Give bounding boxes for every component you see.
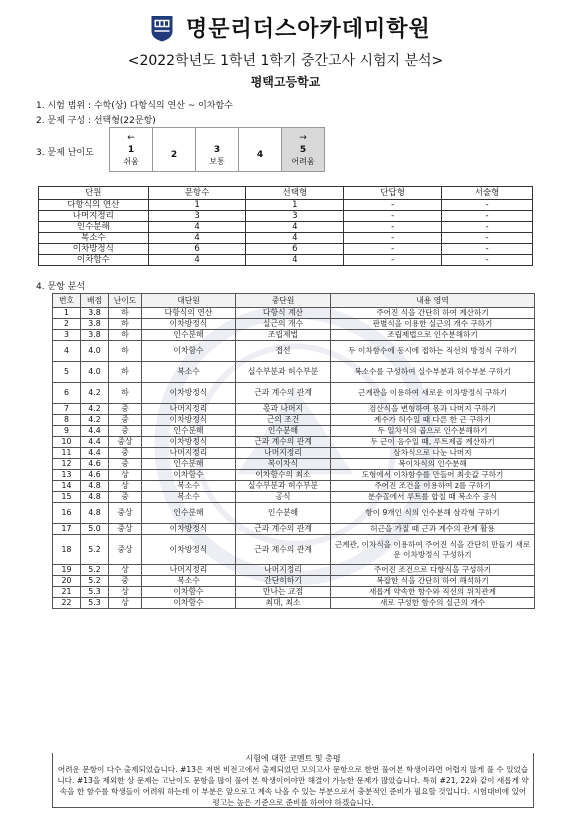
analysis-cell: 복소수 <box>142 362 236 383</box>
analysis-cell: 주어진 조건으로 다항식을 구성하기 <box>331 565 535 576</box>
table-row <box>53 598 535 609</box>
analysis-cell: 중 <box>109 459 142 470</box>
analysis-cell: 상 <box>109 587 142 598</box>
analysis-cell: 5 <box>53 362 81 383</box>
analysis-cell: 4.8 <box>81 503 109 524</box>
table-row <box>53 404 535 415</box>
summary-header: 단답형 <box>344 187 442 200</box>
summary-row <box>39 222 533 233</box>
analysis-cell: 9 <box>53 426 81 437</box>
analysis-cell: 5.2 <box>81 535 109 565</box>
analysis-cell: 이차방정식 <box>142 415 236 426</box>
table-row <box>53 437 535 448</box>
analysis-cell: 5.2 <box>81 565 109 576</box>
analysis-cell: 실수부분과 허수부분 <box>236 481 331 492</box>
analysis-cell: 4.6 <box>81 470 109 481</box>
analysis-cell: 1 <box>53 308 81 319</box>
difficulty-text: 어려움 <box>291 156 315 166</box>
summary-cell: 4 <box>148 222 246 233</box>
analysis-cell: 조립제법 <box>236 330 331 341</box>
analysis-cell: 중상 <box>109 437 142 448</box>
summary-cell: 이차방정식 <box>39 244 149 255</box>
summary-cell: 이차함수 <box>39 255 149 266</box>
analysis-cell: 중 <box>109 492 142 503</box>
comment-body: 어려운 문항이 다수 출제되었습니다. #13은 저번 비전고에서 출제되었던 모의고사 문항으로 한번 풀어본 학생이라면 어렵지 않게 풀 수 있었습니다. #13을 제외한 상 문제는 고난이도 문항을 많이 풀어 본 학생이어야만 해결이 가능한 문제가 많았습니다. 특히 #21, 22와 같이 새롭게 약속을 한 함수를 학생들이 어려워 하는데 이 부분은 앞으로고 계속 나올 수 있는 부분으로서 충분적인 준비가 필요할 것입니다. 시험대비에 있어 평고는 높은 기준으로 준비를 하여야 하겠습니다. <box>57 765 529 807</box>
analysis-cell: 중 <box>109 404 142 415</box>
analysis-cell: 중상 <box>109 503 142 524</box>
summary-cell: 다항식의 연산 <box>39 200 149 211</box>
analysis-cell: 근과 계수의 관계 <box>236 524 331 535</box>
table-row <box>53 565 535 576</box>
analysis-cell: 12 <box>53 459 81 470</box>
analysis-cell: 2 <box>53 319 81 330</box>
analysis-cell: 도형에서 이차함수를 만들어 최솟값 구하기 <box>331 470 535 481</box>
analysis-cell: 조립제법으로 인수분해하기 <box>331 330 535 341</box>
summary-row <box>39 211 533 222</box>
analysis-cell: 복소수 <box>142 481 236 492</box>
analysis-cell: 주어진 식을 간단히 하여 계산하기 <box>331 308 535 319</box>
analysis-cell: 3 <box>53 330 81 341</box>
analysis-cell: 공식 <box>236 492 331 503</box>
difficulty-level-3 <box>196 128 239 172</box>
analysis-cell: 이차함수의 최소 <box>236 470 331 481</box>
analysis-cell: 분수꼴에서 루트를 합칠 때 복소수 공식 <box>331 492 535 503</box>
analysis-cell: 하 <box>109 341 142 362</box>
analysis-cell: 중상 <box>109 524 142 535</box>
difficulty-scale <box>109 127 325 172</box>
summary-cell: - <box>344 200 442 211</box>
analysis-cell: 최대, 최소 <box>236 598 331 609</box>
analysis-cell: 4.2 <box>81 404 109 415</box>
analysis-cell: 새로 구성한 함수의 실근의 개수 <box>331 598 535 609</box>
summary-cell: 1 <box>246 200 344 211</box>
analysis-cell: 3.8 <box>81 308 109 319</box>
comment-box <box>52 753 534 808</box>
summary-cell: - <box>442 200 533 211</box>
analysis-cell: 중상 <box>109 535 142 565</box>
analysis-cell: 복소수 <box>142 492 236 503</box>
analysis-cell: 인수분해 <box>142 503 236 524</box>
analysis-cell: 16 <box>53 503 81 524</box>
summary-header: 선택형 <box>246 187 344 200</box>
analysis-cell: 복잡한 식을 간단히 하여 해석하기 <box>331 576 535 587</box>
analysis-cell: 두 이차함수에 동시에 접하는 직선의 방정식 구하기 <box>331 341 535 362</box>
analysis-cell: 6 <box>53 383 81 404</box>
analysis-cell: 복이차식 <box>236 459 331 470</box>
table-row <box>53 415 535 426</box>
summary-cell: 6 <box>148 244 246 255</box>
analysis-cell: 중 <box>109 426 142 437</box>
academy-name: 명문리더스아카데미학원 <box>186 17 431 42</box>
table-row <box>53 341 535 362</box>
analysis-cell: 4.2 <box>81 415 109 426</box>
difficulty-level-1 <box>110 128 153 172</box>
analysis-cell: 4.0 <box>81 341 109 362</box>
analysis-cell: 상 <box>109 598 142 609</box>
summary-header-row <box>39 187 533 200</box>
analysis-cell: 실근의 개수 <box>236 319 331 330</box>
section-title-analysis: 4. 문항 분석 <box>36 282 86 292</box>
analysis-cell: 하 <box>109 383 142 404</box>
difficulty-level-2 <box>153 128 196 172</box>
analysis-cell: 이차방정식 <box>142 437 236 448</box>
analysis-cell: 5.0 <box>81 524 109 535</box>
analysis-cell: 나머지정리 <box>236 448 331 459</box>
analysis-cell: 나머지정리 <box>142 448 236 459</box>
analysis-cell: 상 <box>109 481 142 492</box>
table-row <box>53 503 535 524</box>
unit-summary-table <box>38 186 533 266</box>
analysis-cell: 이차함수 <box>142 587 236 598</box>
analysis-cell: 두 근이 음수일 때, 루트제곱 계산하기 <box>331 437 535 448</box>
analysis-cell: 새롭게 약속한 함수와 직선의 위치관계 <box>331 587 535 598</box>
table-row <box>53 587 535 598</box>
summary-cell: - <box>442 211 533 222</box>
analysis-cell: 계수가 허수일 때 다른 한 근 구하기 <box>331 415 535 426</box>
summary-cell: 3 <box>246 211 344 222</box>
summary-header: 문항수 <box>148 187 246 200</box>
analysis-cell: 근과 계수의 관계 <box>236 383 331 404</box>
analysis-cell: 4.2 <box>81 383 109 404</box>
analysis-cell: 19 <box>53 565 81 576</box>
analysis-header: 중단원 <box>236 294 331 308</box>
summary-row <box>39 200 533 211</box>
analysis-cell: 항이 9개인 식의 인수분해 삼각형 구하기 <box>331 503 535 524</box>
analysis-cell: 5.3 <box>81 598 109 609</box>
table-row <box>53 308 535 319</box>
summary-cell: - <box>442 233 533 244</box>
analysis-cell: 이차함수 <box>142 341 236 362</box>
analysis-cell: 17 <box>53 524 81 535</box>
summary-cell: 3 <box>148 211 246 222</box>
analysis-cell: 중 <box>109 415 142 426</box>
analysis-header-row <box>53 294 535 308</box>
table-row <box>53 426 535 437</box>
analysis-cell: 주어진 조건을 이용하여 z를 구하기 <box>331 481 535 492</box>
summary-row <box>39 255 533 266</box>
difficulty-level-5 <box>282 128 325 172</box>
table-row <box>53 330 535 341</box>
difficulty-text: 쉬움 <box>123 156 139 166</box>
analysis-cell: 이차함수 <box>142 470 236 481</box>
analysis-cell: 이차방정식 <box>142 524 236 535</box>
summary-cell: 4 <box>148 255 246 266</box>
difficulty-text: 보통 <box>209 156 225 166</box>
exam-scope: 1. 시험 범위 : 수학(상) 다항식의 연산 ~ 이차함수 <box>36 101 233 111</box>
analysis-header: 내용 영역 <box>331 294 535 308</box>
analysis-cell: 검산식을 변형하여 몫과 나머지 구하기 <box>331 404 535 415</box>
table-row <box>53 524 535 535</box>
table-row <box>53 535 535 565</box>
analysis-cell: 근계관, 이차식을 이용하여 주어진 식을 간단히 만들기 새로운 이차방정식 구성하기 <box>331 535 535 565</box>
summary-cell: - <box>344 211 442 222</box>
summary-cell: 4 <box>246 233 344 244</box>
analysis-cell: 인수분해 <box>236 426 331 437</box>
analysis-cell: 13 <box>53 470 81 481</box>
analysis-cell: 복소수 <box>142 576 236 587</box>
arrow-left-icon: ← <box>127 132 135 143</box>
analysis-cell: 인수분해 <box>142 330 236 341</box>
analysis-cell: 두 일차식의 곱으로 인수분해하기 <box>331 426 535 437</box>
analysis-cell: 복이차식의 인수분해 <box>331 459 535 470</box>
analysis-cell: 몫과 나머지 <box>236 404 331 415</box>
difficulty-num: 5 <box>299 144 307 155</box>
analysis-cell: 중 <box>109 448 142 459</box>
analysis-header: 번호 <box>53 294 81 308</box>
analysis-cell: 14 <box>53 481 81 492</box>
analysis-cell: 허근을 가질 때 근과 계수의 관계 활용 <box>331 524 535 535</box>
analysis-cell: 하 <box>109 330 142 341</box>
table-row <box>53 481 535 492</box>
analysis-cell: 5.2 <box>81 576 109 587</box>
summary-cell: 1 <box>148 200 246 211</box>
analysis-cell: 상 <box>109 470 142 481</box>
question-analysis-table <box>52 293 535 609</box>
analysis-cell: 4 <box>53 341 81 362</box>
analysis-cell: 4.8 <box>81 492 109 503</box>
analysis-cell: 7 <box>53 404 81 415</box>
analysis-cell: 8 <box>53 415 81 426</box>
analysis-cell: 4.4 <box>81 437 109 448</box>
analysis-cell: 중 <box>109 576 142 587</box>
summary-cell: - <box>344 222 442 233</box>
table-row <box>53 448 535 459</box>
analysis-cell: 나머지정리 <box>142 404 236 415</box>
difficulty-num: 3 <box>213 144 221 155</box>
difficulty-level-4 <box>239 128 282 172</box>
analysis-header: 난이도 <box>109 294 142 308</box>
arrow-right-icon: → <box>299 132 307 143</box>
summary-cell: - <box>344 255 442 266</box>
analysis-cell: 15 <box>53 492 81 503</box>
analysis-cell: 다항식 계산 <box>236 308 331 319</box>
analysis-cell: 4.8 <box>81 481 109 492</box>
analysis-cell: 3.8 <box>81 319 109 330</box>
summary-header: 단원 <box>39 187 149 200</box>
analysis-cell: 판별식을 이용한 실근의 개수 구하기 <box>331 319 535 330</box>
table-row <box>53 362 535 383</box>
comment-title: 시험에 대한 코멘트 및 총평 <box>245 754 341 763</box>
analysis-cell: 20 <box>53 576 81 587</box>
analysis-cell: 하 <box>109 308 142 319</box>
analysis-cell: 다항식의 연산 <box>142 308 236 319</box>
analysis-cell: 4.0 <box>81 362 109 383</box>
table-row <box>53 319 535 330</box>
summary-row <box>39 244 533 255</box>
analysis-cell: 4.6 <box>81 459 109 470</box>
table-row <box>53 492 535 503</box>
analysis-cell: 나머지정리 <box>236 565 331 576</box>
analysis-cell: 10 <box>53 437 81 448</box>
summary-cell: - <box>344 244 442 255</box>
analysis-cell: 간단히하기 <box>236 576 331 587</box>
difficulty-num: 4 <box>256 149 264 160</box>
analysis-header: 배점 <box>81 294 109 308</box>
summary-cell: 복소수 <box>39 233 149 244</box>
table-row <box>53 470 535 481</box>
summary-cell: 4 <box>246 255 344 266</box>
summary-cell: 4 <box>246 222 344 233</box>
summary-header: 서술형 <box>442 187 533 200</box>
difficulty-num: 1 <box>127 144 135 155</box>
analysis-cell: 나머지정리 <box>142 565 236 576</box>
analysis-cell: 인수분해 <box>236 503 331 524</box>
analysis-cell: 근과 계수의 관계 <box>236 437 331 448</box>
analysis-header: 대단원 <box>142 294 236 308</box>
analysis-cell: 인수분해 <box>142 459 236 470</box>
analysis-cell: 11 <box>53 448 81 459</box>
analysis-cell: 접선 <box>236 341 331 362</box>
summary-row <box>39 233 533 244</box>
summary-cell: - <box>442 222 533 233</box>
analysis-cell: 복소수를 구성하여 실수부분과 허수부분 구하기 <box>331 362 535 383</box>
analysis-cell: 근계관을 이용하여 새로운 이차방정식 구하기 <box>331 383 535 404</box>
academy-logo-icon <box>147 13 177 43</box>
summary-cell: 4 <box>148 233 246 244</box>
analysis-cell: 근과 계수의 관계 <box>236 535 331 565</box>
analysis-cell: 인수분해 <box>142 426 236 437</box>
analysis-cell: 3.8 <box>81 330 109 341</box>
analysis-cell: 하 <box>109 362 142 383</box>
summary-cell: - <box>344 233 442 244</box>
table-row <box>53 383 535 404</box>
question-format: 2. 문제 구성 : 선택형(22문항) <box>36 116 156 126</box>
analysis-cell: 21 <box>53 587 81 598</box>
analysis-cell: 상 <box>109 565 142 576</box>
table-row <box>53 459 535 470</box>
table-row <box>53 576 535 587</box>
analysis-cell: 22 <box>53 598 81 609</box>
analysis-cell: 4.4 <box>81 448 109 459</box>
analysis-cell: 이차방정식 <box>142 535 236 565</box>
analysis-cell: 삼차식으로 나눈 나머지 <box>331 448 535 459</box>
analysis-cell: 5.3 <box>81 587 109 598</box>
analysis-cell: 이차방정식 <box>142 383 236 404</box>
school-name: 평택고등학교 <box>250 75 321 89</box>
summary-cell: - <box>442 255 533 266</box>
analysis-cell: 이차함수 <box>142 598 236 609</box>
summary-cell: 인수분해 <box>39 222 149 233</box>
summary-cell: 나머지정리 <box>39 211 149 222</box>
difficulty-num: 2 <box>170 149 178 160</box>
analysis-cell: 실수부분과 허수부분 <box>236 362 331 383</box>
analysis-cell: 하 <box>109 319 142 330</box>
analysis-cell: 4.4 <box>81 426 109 437</box>
analysis-cell: 근의 조건 <box>236 415 331 426</box>
summary-cell: - <box>442 244 533 255</box>
analysis-cell: 18 <box>53 535 81 565</box>
analysis-cell: 만나는 교점 <box>236 587 331 598</box>
difficulty-label: 3. 문제 난이도 <box>36 148 94 158</box>
exam-subtitle: <2022학년도 1학년 1학기 중간고사 시험지 분석> <box>127 53 444 69</box>
analysis-cell: 이차방정식 <box>142 319 236 330</box>
summary-cell: 6 <box>246 244 344 255</box>
